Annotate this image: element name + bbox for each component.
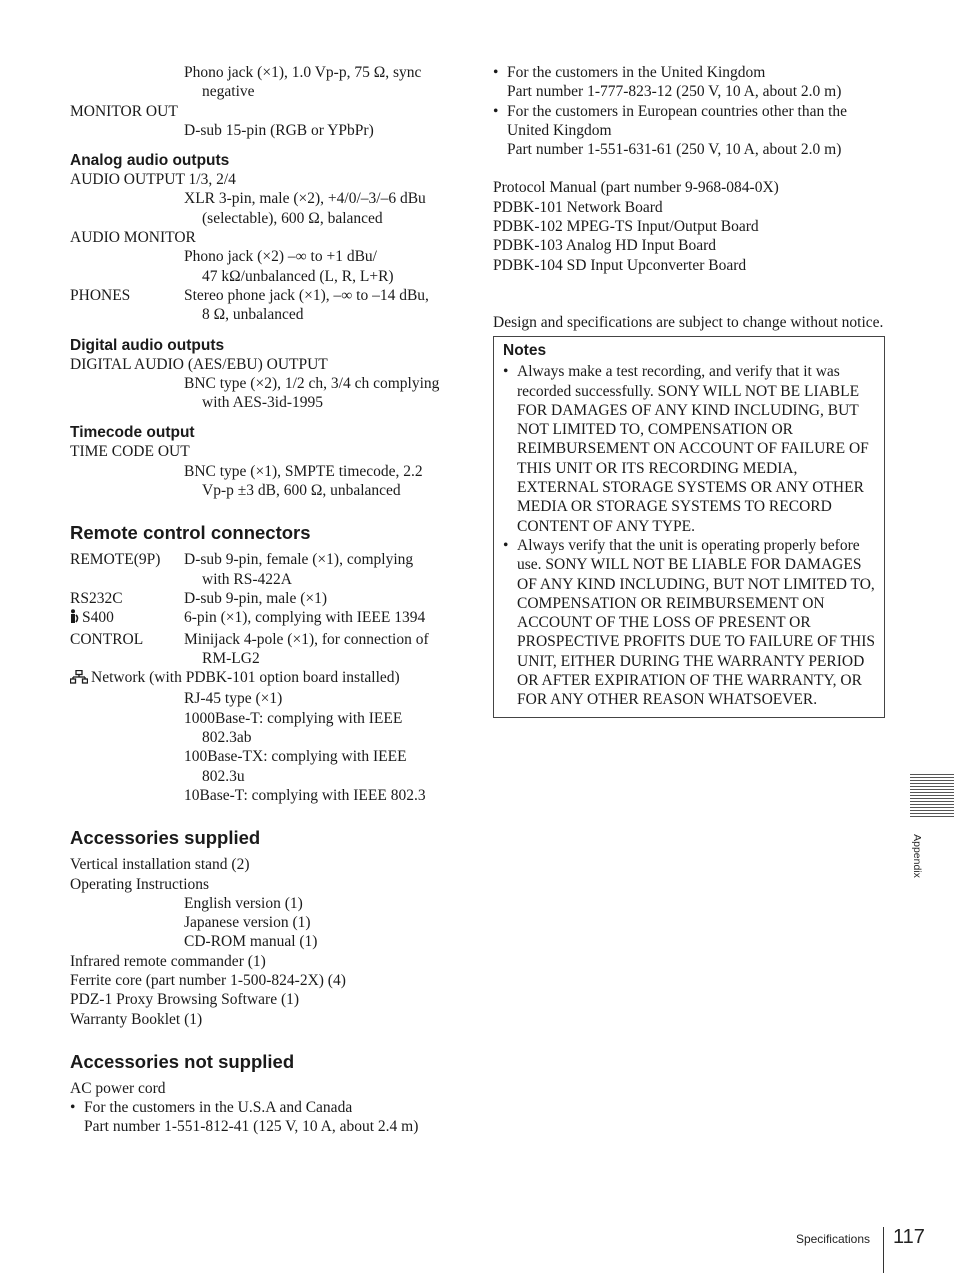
network-icon — [70, 670, 88, 689]
remote9p-line1: D-sub 9-pin, female (×1), complying — [184, 551, 414, 569]
accessory-item: Infrared remote commander (1) — [70, 952, 266, 970]
usa-cord-line1: For the customers in the U.S.A and Canada — [84, 1099, 353, 1117]
appendix-tab — [910, 826, 924, 886]
network-label: Network (with PDBK-101 option board installed) — [91, 669, 400, 687]
monitor-out-value: D-sub 15-pin (RGB or YPbPr) — [184, 121, 374, 139]
phones-label: PHONES — [70, 286, 131, 304]
t1000-spec — [70, 709, 462, 748]
accessory-sub-item: Japanese version (1) — [184, 914, 311, 932]
audio-output-line1: XLR 3-pin, male (×2), +4/0/–3/–6 dBu — [184, 190, 426, 208]
spacer — [493, 275, 885, 294]
digital-audio-heading: Digital audio outputs — [70, 336, 225, 354]
timecode-line1: BNC type (×1), SMPTE timecode, 2.2 — [184, 462, 423, 480]
digital-audio-line2: with AES-3id-1995 — [202, 394, 323, 412]
s400-value: 6-pin (×1), complying with IEEE 1394 — [184, 609, 426, 627]
uk-cord-line1: For the customers in the United Kingdom — [507, 64, 766, 81]
timecode-heading: Timecode output — [70, 424, 195, 442]
remote9p-row — [70, 550, 462, 589]
footer-section-label: Specifications — [795, 1232, 870, 1246]
timecode-out-label: TIME CODE OUT — [70, 443, 190, 461]
s400-row — [70, 608, 462, 629]
phono-sync-spec — [70, 63, 462, 102]
control-label: CONTROL — [70, 630, 144, 648]
accessory-sub-item: CD-ROM manual (1) — [184, 933, 318, 951]
phones-row — [70, 286, 462, 325]
remote9p-spec — [184, 550, 462, 589]
accessory-item: Vertical installation stand (2) — [70, 856, 250, 874]
digital-audio-line1: BNC type (×2), 1/2 ch, 3/4 ch complying — [184, 374, 440, 392]
manual-item: PDBK-101 Network Board — [493, 198, 663, 216]
audio-output-label: AUDIO OUTPUT 1/3, 2/4 — [70, 171, 236, 189]
note-item — [503, 536, 875, 710]
control-spec — [184, 630, 462, 669]
phono-sync-line1: Phono jack (×1), 1.0 Vp-p, 75 Ω, sync — [184, 64, 422, 81]
audio-monitor-label: AUDIO MONITOR — [70, 229, 196, 247]
manual-item: PDBK-103 Analog HD Input Board — [493, 237, 717, 255]
analog-audio-heading: Analog audio outputs — [70, 152, 230, 170]
eu-cord-line1: For the customers in European countries other than the — [507, 102, 848, 120]
t1000-line2: 802.3ab — [202, 729, 252, 747]
ieee1394-icon — [70, 609, 79, 629]
spacer — [493, 294, 885, 313]
manual-item: PDBK-104 SD Input Upconverter Board — [493, 256, 747, 274]
manual-item: Protocol Manual (part number 9-968-084-0X) — [493, 179, 779, 197]
phono-sync-line2: negative — [202, 83, 255, 101]
rs232c-value: D-sub 9-pin, male (×1) — [184, 589, 328, 607]
t100-spec — [70, 747, 462, 786]
not-supplied-heading: Accessories not supplied — [70, 1050, 295, 1072]
usa-cord-text — [84, 1098, 462, 1137]
accessory-item: PDZ-1 Proxy Browsing Software (1) — [70, 991, 300, 1009]
note-text: Always verify that the unit is operating properly before use. SONY WILL NOT BE LIABLE FOR DAMAGES OF ANY KIND INCLUDING, BUT NOT LIMITED TO, COMPENSATION OR REIMBURSEMENT ON ACCOUNT OF THE LOSS OF PRESENT OR PROSPECTIVE PROFITS DUE TO FAILURE OF THIS UNIT, EITHER DURING THE WARRANTY PERIOD OR AFTER EXPIRATION OF THE WARRANTY, OR FOR ANY OTHER REASON WHATSOEVER. — [517, 536, 875, 709]
right-column — [493, 63, 885, 718]
s400-label-wrap — [70, 608, 184, 629]
t100-line2: 802.3u — [202, 767, 245, 785]
control-line2: RM-LG2 — [202, 649, 260, 667]
digital-audio-output-label: DIGITAL AUDIO (AES/EBU) OUTPUT — [70, 355, 328, 373]
rs232c-label: RS232C — [70, 589, 123, 607]
bullet-dot: • — [70, 1099, 76, 1117]
t10-value: 10Base-T: complying with IEEE 802.3 — [184, 786, 426, 804]
design-note: Design and specifications are subject to change without notice. — [493, 313, 884, 331]
audio-output-spec — [70, 189, 462, 228]
accessory-item: Operating Instructions — [70, 875, 210, 893]
footer-divider — [883, 1227, 884, 1273]
bullet-dot: • — [493, 64, 499, 81]
uk-cord-item — [493, 63, 885, 102]
eu-cord-text — [507, 102, 885, 160]
t100-line1: 100Base-TX: complying with IEEE — [184, 748, 407, 766]
t1000-line1: 1000Base-T: complying with IEEE — [184, 709, 403, 727]
eu-cord-line2: United Kingdom — [507, 121, 612, 139]
bullet-dot: • — [493, 102, 499, 120]
usa-cord-item — [70, 1098, 462, 1137]
audio-output-line2: (selectable), 600 Ω, balanced — [202, 209, 383, 227]
uk-cord-line2: Part number 1-777-823-12 (250 V, 10 A, about 2.0 m) — [507, 83, 842, 101]
rs232c-row — [70, 589, 462, 608]
phones-spec — [184, 286, 462, 325]
accessories-heading: Accessories supplied — [70, 827, 261, 849]
audio-monitor-spec — [70, 247, 462, 286]
accessory-sub-item: English version (1) — [184, 894, 303, 912]
phones-line2: 8 Ω, unbalanced — [202, 306, 304, 324]
uk-cord-text — [507, 63, 885, 102]
remote9p-label: REMOTE(9P) — [70, 551, 161, 569]
manual-item: PDBK-102 MPEG-TS Input/Output Board — [493, 218, 759, 236]
left-column — [70, 63, 462, 1137]
note-item — [503, 362, 875, 536]
network-row — [70, 668, 462, 689]
notes-box — [493, 336, 885, 717]
audio-monitor-line1: Phono jack (×2) –∞ to +1 dBu/ — [184, 248, 377, 266]
rj45-value: RJ-45 type (×1) — [184, 690, 283, 708]
remote9p-line2: with RS-422A — [202, 570, 292, 588]
bullet-dot: • — [503, 363, 509, 381]
digital-audio-spec — [70, 374, 462, 413]
control-line1: Minijack 4-pole (×1), for connection of — [184, 630, 429, 648]
appendix-tab-stripes — [910, 774, 954, 817]
page-number: 117 — [893, 1226, 925, 1248]
monitor-out-label: MONITOR OUT — [70, 102, 178, 120]
control-row — [70, 630, 462, 669]
usa-cord-line2: Part number 1-551-812-41 (125 V, 10 A, about 2.4 m) — [84, 1118, 419, 1136]
ac-cord-label: AC power cord — [70, 1079, 166, 1097]
timecode-line2: Vp-p ±3 dB, 600 Ω, unbalanced — [202, 482, 401, 500]
accessory-item: Ferrite core (part number 1-500-824-2X) (4) — [70, 971, 346, 989]
eu-cord-item — [493, 102, 885, 160]
spacer — [493, 159, 885, 178]
accessory-item: Warranty Booklet (1) — [70, 1010, 203, 1028]
remote-heading: Remote control connectors — [70, 522, 311, 544]
notes-title: Notes — [503, 342, 547, 360]
appendix-tab-label: Appendix — [911, 834, 923, 878]
eu-cord-line3: Part number 1-551-631-61 (250 V, 10 A, about 2.0 m) — [507, 141, 842, 159]
audio-monitor-line2: 47 kΩ/unbalanced (L, R, L+R) — [202, 267, 394, 285]
note-text: Always make a test recording, and verify that it was recorded successfully. SONY WILL NOT BE LIABLE FOR DAMAGES OF ANY KIND INCLUDING, BUT NOT LIMITED TO, COMPENSATION OR REIMBURSEMENT ON ACCOUNT OF FAILURE OF THIS UNIT OR ITS RECORDING MEDIA, EXTERNAL STORAGE SYSTEMS OR ANY OTHER MEDIA OR STORAGE SYSTEMS TO RECORD CONTENT OF ANY TYPE. — [517, 363, 869, 535]
bullet-dot: • — [503, 536, 509, 554]
s400-label: S400 — [82, 609, 114, 627]
timecode-spec — [70, 462, 462, 501]
phones-line1: Stereo phone jack (×1), –∞ to –14 dBu, — [184, 286, 429, 304]
